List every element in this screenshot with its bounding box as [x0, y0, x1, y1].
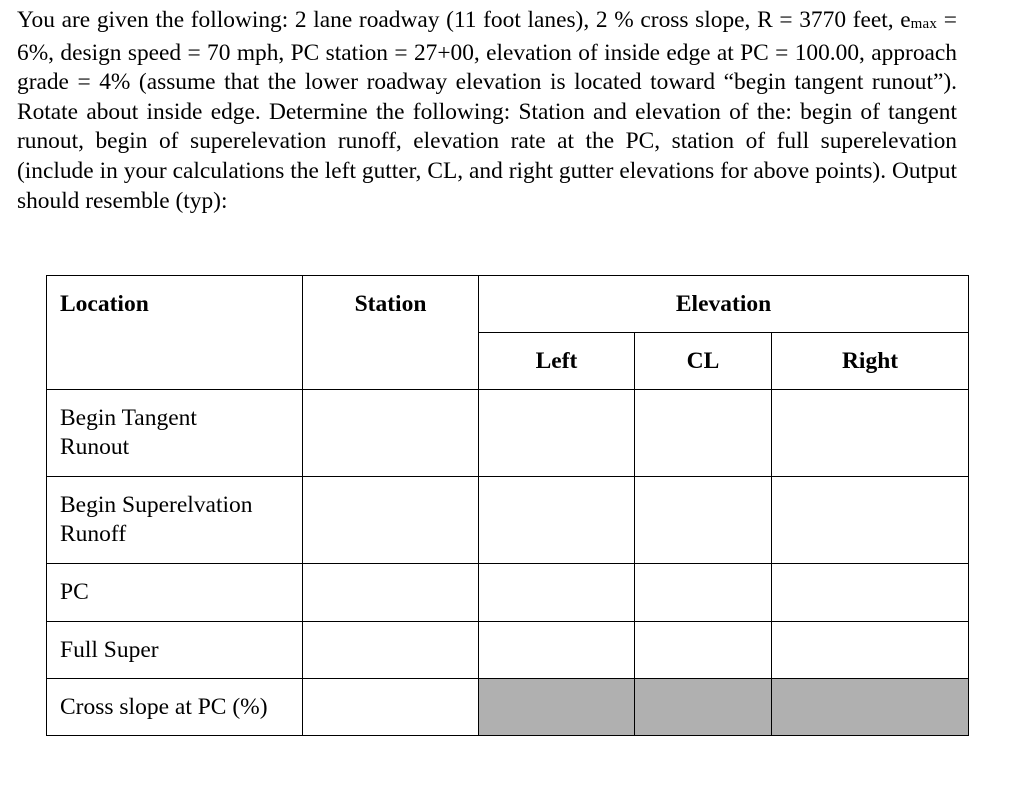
table-row [47, 622, 969, 679]
problem-text-part1: You are given the following: 2 lane roadway (11 foot lanes), 2 % cross slope, R = 3770 feet, e [17, 7, 911, 33]
header-row-1 [47, 276, 969, 333]
right-cell [772, 390, 969, 477]
location-cell: Cross slope at PC (%) [47, 679, 303, 736]
table-row [47, 477, 969, 564]
station-cell [303, 477, 479, 564]
superelevation-table [46, 275, 969, 736]
station-cell [303, 679, 479, 736]
header-left: Left [479, 333, 635, 390]
cl-cell [635, 564, 772, 622]
shaded-cell-right [772, 679, 969, 736]
location-cell: Begin Tangent Runout [47, 390, 303, 477]
station-cell [303, 564, 479, 622]
station-cell [303, 622, 479, 679]
table-row [47, 564, 969, 622]
left-cell [479, 622, 635, 679]
problem-statement [17, 6, 957, 216]
cl-cell [635, 477, 772, 564]
header-elevation: Elevation [479, 276, 969, 333]
shaded-cell-left [479, 679, 635, 736]
shaded-cell-cl [635, 679, 772, 736]
header-cl: CL [635, 333, 772, 390]
location-cell: PC [47, 564, 303, 622]
right-cell [772, 622, 969, 679]
left-cell [479, 477, 635, 564]
table-row [47, 679, 969, 736]
cl-cell [635, 390, 772, 477]
location-cell: Begin Superelvation Runoff [47, 477, 303, 564]
right-cell [772, 564, 969, 622]
header-location: Location [47, 276, 303, 390]
problem-text-part2: = 6%, design speed = 70 mph, PC station = 27+00, elevation of inside edge at PC = 100.00, approach grade = 4% (assume that the lower roadway elevation is located toward “begin tangent runout”). Rotate about inside edge. Determine the following: Station and elevation of the: begin of tangent runout, begin of superelevation runoff, elevation rate at the PC, station of full superelevation (include in your calculations the left gutter, CL, and right gutter elevations for above points). Output should resemble (typ): [17, 7, 957, 214]
left-cell [479, 390, 635, 477]
station-cell [303, 390, 479, 477]
e-max-subscript: max [910, 16, 938, 32]
header-station: Station [303, 276, 479, 390]
location-cell: Full Super [47, 622, 303, 679]
left-cell [479, 564, 635, 622]
right-cell [772, 477, 969, 564]
header-right: Right [772, 333, 969, 390]
table-row [47, 390, 969, 477]
cl-cell [635, 622, 772, 679]
